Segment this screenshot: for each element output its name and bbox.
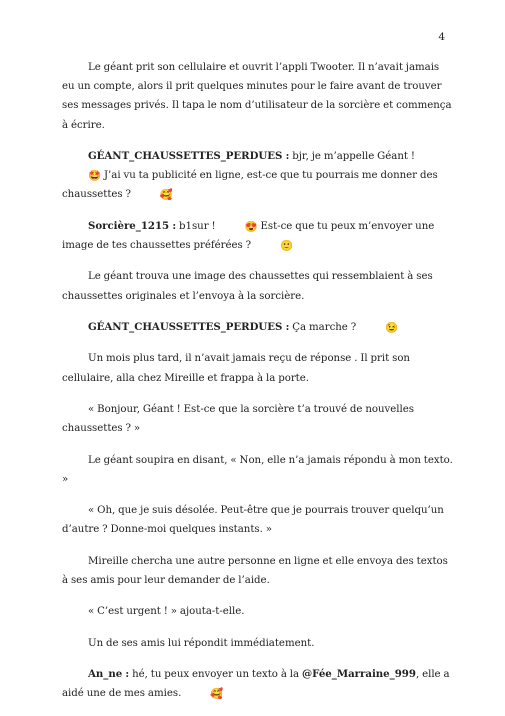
message-username: An_ne : bbox=[88, 668, 130, 681]
message-username: GÉANT_CHAUSSETTES_PERDUES : bbox=[88, 320, 290, 333]
paragraph-text: « Oh, que je suis désolée. Peut-être que je pourrais trouver quelqu’un d’autre ? Donne-moi quelques instants. » bbox=[62, 505, 444, 536]
page-number: 4 bbox=[438, 31, 445, 43]
message-username: Sorcière_1215 : bbox=[88, 219, 177, 232]
message-text: b1sur ! bbox=[176, 220, 219, 232]
paragraph-text: Le géant prit son cellulaire et ouvrit l’appli Twooter. Il n’avait jamais eu un compte, alors il prit quelques minutes pour le faire avant de trouver ses messages privés. Il tapa le nom d’utilisateur de la sorcière et commença à écrire. bbox=[62, 62, 452, 131]
smiling-hearts-emoji-icon: 🥰 bbox=[210, 688, 224, 701]
narrative-paragraph bbox=[62, 349, 454, 387]
message-text-continued: , elle a aidé une de mes amies. bbox=[62, 669, 450, 700]
story-text bbox=[62, 58, 454, 716]
narrative-paragraph bbox=[62, 267, 454, 305]
dialogue-paragraph bbox=[62, 602, 454, 621]
paragraph-text: Un de ses amis lui répondit immédiatement. bbox=[88, 637, 315, 649]
dialogue-paragraph bbox=[62, 501, 454, 539]
paragraph-text: Mireille chercha une autre personne en ligne et elle envoya des textos à ses amis pour leur demander de l’aide. bbox=[62, 555, 448, 586]
message-text-continued: J’ai vu ta publicité en ligne, est-ce que tu pourrais me donner des chaussettes ? bbox=[62, 170, 438, 201]
message-text-continued: Est-ce que tu peux m’envoyer une image de tes chaussettes préférées ? bbox=[62, 220, 435, 251]
chat-message-geant bbox=[62, 318, 454, 337]
paragraph-text: Le géant soupira en disant, « Non, elle n’a jamais répondu à mon texto. » bbox=[62, 454, 453, 485]
star-struck-emoji-icon: 🤩 bbox=[88, 170, 102, 183]
narrative-paragraph bbox=[62, 58, 454, 135]
chat-message-anne bbox=[62, 665, 454, 703]
paragraph-text: « C’est urgent ! » ajouta-t-elle. bbox=[88, 606, 245, 618]
narrative-paragraph bbox=[62, 552, 454, 590]
dialogue-paragraph bbox=[62, 400, 454, 438]
heart-eyes-emoji-icon: 😍 bbox=[244, 220, 258, 233]
paragraph-text: Un mois plus tard, il n’avait jamais reçu de réponse . Il prit son cellulaire, alla chez Mireille et frappa à la porte. bbox=[62, 353, 410, 384]
paragraph-text: Le géant trouva une image des chaussettes qui ressemblaient à ses chaussettes originales et l’envoya à la sorcière. bbox=[62, 271, 433, 302]
chat-message-geant bbox=[62, 147, 454, 205]
paragraph-text: « Bonjour, Géant ! Est-ce que la sorcière t’a trouvé de nouvelles chaussettes ? » bbox=[62, 403, 414, 435]
message-username: GÉANT_CHAUSSETTES_PERDUES : bbox=[88, 150, 290, 162]
message-text: hé, tu peux envoyer un texto à la bbox=[129, 669, 303, 681]
message-text: bjr, je m’appelle Géant ! bbox=[289, 151, 415, 162]
smiling-hearts-emoji-icon: 🥰 bbox=[159, 189, 173, 202]
narrative-paragraph bbox=[62, 634, 454, 653]
username-mention: @Fée_Marraine_999 bbox=[302, 668, 416, 681]
message-text: Ça marche ? bbox=[289, 321, 360, 333]
slight-smile-emoji-icon: 🙂 bbox=[280, 240, 294, 252]
chat-message-sorciere bbox=[62, 217, 454, 255]
wink-emoji-icon: 😉 bbox=[385, 321, 399, 334]
narrative-paragraph bbox=[62, 451, 454, 489]
